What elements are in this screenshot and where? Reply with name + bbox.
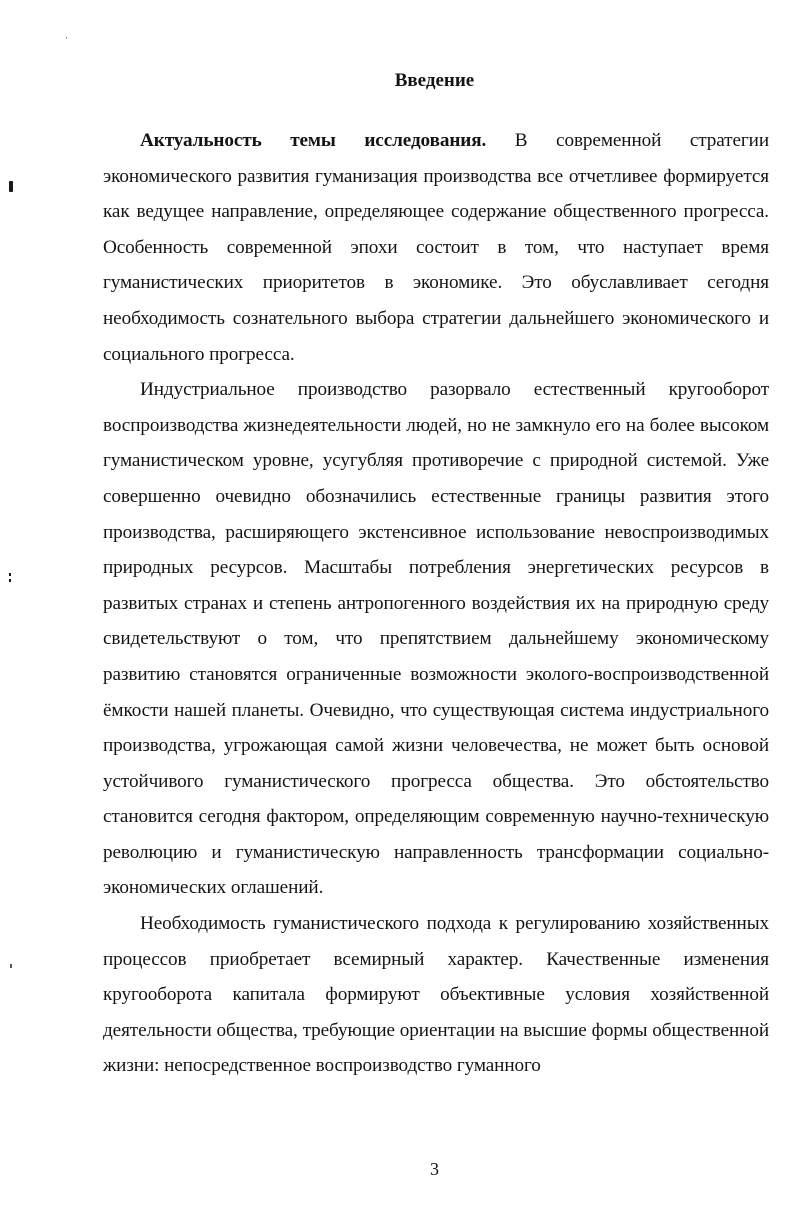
scan-margin-mark bbox=[9, 181, 13, 192]
paragraph-text: В современной стратегии экономического развития гуманизация производства все отчетливее формируется как ведущее направление, определяющее содержание общественного прогресса. Особенность современной эпохи состоит в том, что наступает время гуманистических приоритетов в экономике. Это обуславливает сегодня необходимость сознательного выбора стратегии дальнейшего экономического и социального прогресса. bbox=[103, 130, 769, 365]
paragraph-lead: Актуальность темы исследования. bbox=[140, 130, 487, 151]
page-title: Введение bbox=[394, 70, 475, 91]
paragraph bbox=[103, 123, 769, 372]
body-text bbox=[103, 123, 769, 1084]
paragraph bbox=[103, 372, 769, 906]
scan-margin-mark bbox=[9, 579, 11, 582]
paragraph-text: Индустриальное производство разорвало естественный кругооборот воспроизводства жизнедеятельности людей, но не замкнуло его на более высоком гуманистическом уровне, усугубляя противоречие с природной системой. Уже совершенно очевидно обозначились естественные границы развития этого производства, расширяющего экстенсивное использование невоспроизводимых природных ресурсов. Масштабы потребления энергетических ресурсов в развитых странах и степень антропогенного воздействия их на природную среду свидетельствуют о том, что препятствием дальнейшему экономическому развитию становятся ограниченные возможности эколого-воспроизводственной ёмкости нашей планеты. Очевидно, что существующая система индустриального производства, угрожающая самой жизни человечества, не может быть основой устойчивого гуманистического прогресса общества. Это обстоятельство становится сегодня фактором, определяющим современную научно-техническую революцию и гуманистическую направленность трансформации социально-экономических оглашений. bbox=[103, 379, 769, 899]
scan-margin-mark bbox=[9, 573, 11, 576]
scan-margin-mark bbox=[10, 964, 12, 968]
paragraph bbox=[103, 906, 769, 1084]
paragraph-text: Необходимость гуманистического подхода к регулированию хозяйственных процессов приобретает всемирный характер. Качественные изменения кругооборота капитала формируют объективные условия хозяйственной деятельности общества, требующие ориентации на высшие формы общественной жизни: непосредственное воспроизводство гуманного bbox=[103, 913, 769, 1077]
scan-margin-mark bbox=[66, 37, 67, 39]
page-number: 3 bbox=[430, 1159, 439, 1179]
